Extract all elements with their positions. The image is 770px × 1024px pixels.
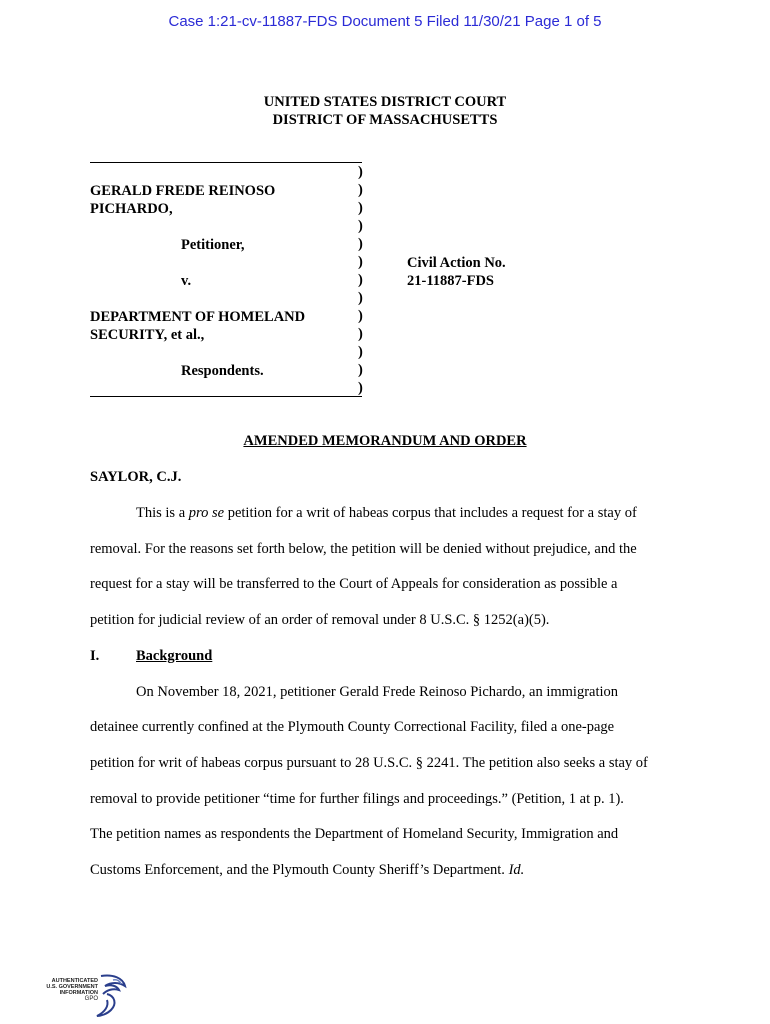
intro-line-2: removal. For the reasons set forth below, the petition will be denied without prejudice, and the bbox=[90, 541, 637, 557]
respondent-name-line1: DEPARTMENT OF HOMELAND bbox=[90, 309, 306, 325]
section-heading: Background bbox=[136, 648, 213, 664]
caption-top-rule bbox=[90, 162, 362, 163]
respondent-name-line2: SECURITY, et al., bbox=[90, 327, 205, 343]
civil-action-label: Civil Action No. bbox=[407, 255, 506, 271]
case-header: Case 1:21-cv-11887-FDS Document 5 Filed 11/30/21 Page 1 of 5 bbox=[168, 13, 602, 30]
versus: v. bbox=[181, 273, 192, 289]
gpo-authentication-seal: AUTHENTICATED U.S. GOVERNMENT INFORMATION GPO bbox=[43, 972, 133, 1020]
background-line-2: detainee currently confined at the Plymouth County Correctional Facility, filed a one-page bbox=[90, 719, 615, 735]
background-line-1: On November 18, 2021, petitioner Gerald Frede Reinoso Pichardo, an immigration bbox=[136, 684, 619, 700]
court-district: DISTRICT OF MASSACHUSETTS bbox=[272, 112, 498, 128]
intro-line-4: petition for judicial review of an order of removal under 8 U.S.C. § 1252(a)(5). bbox=[90, 612, 550, 628]
judge-name: SAYLOR, C.J. bbox=[90, 469, 182, 485]
petitioner-name-line2: PICHARDO, bbox=[90, 201, 173, 217]
caption-bottom-rule bbox=[90, 396, 362, 397]
respondent-role: Respondents. bbox=[181, 363, 264, 379]
background-line-6: Customs Enforcement, and the Plymouth County Sheriff’s Department. Id. bbox=[90, 862, 525, 878]
section-number: I. bbox=[90, 648, 100, 664]
intro-line-1: This is a pro se petition for a writ of habeas corpus that includes a request for a stay of bbox=[136, 505, 637, 521]
petitioner-name-line1: GERALD FREDE REINOSO bbox=[90, 183, 276, 199]
petitioner-role: Petitioner, bbox=[181, 237, 245, 253]
court-name: UNITED STATES DISTRICT COURT bbox=[263, 94, 507, 110]
document-title: AMENDED MEMORANDUM AND ORDER bbox=[243, 433, 527, 449]
eagle-icon bbox=[93, 972, 129, 1020]
civil-action-number: 21-11887-FDS bbox=[407, 273, 494, 289]
background-line-5: The petition names as respondents the Department of Homeland Security, Immigration and bbox=[90, 826, 619, 842]
background-line-4: removal to provide petitioner “time for further filings and proceedings.” (Petition, 1 at p. 1). bbox=[90, 791, 624, 807]
background-line-3: petition for writ of habeas corpus pursuant to 28 U.S.C. § 2241. The petition also seeks a stay of bbox=[90, 755, 648, 771]
caption-parentheses: ) ) ) ) ) ) ) ) ) ) ) ) ) bbox=[358, 164, 363, 396]
intro-line-3: request for a stay will be transferred to the Court of Appeals for consideration as possible a bbox=[90, 576, 618, 592]
